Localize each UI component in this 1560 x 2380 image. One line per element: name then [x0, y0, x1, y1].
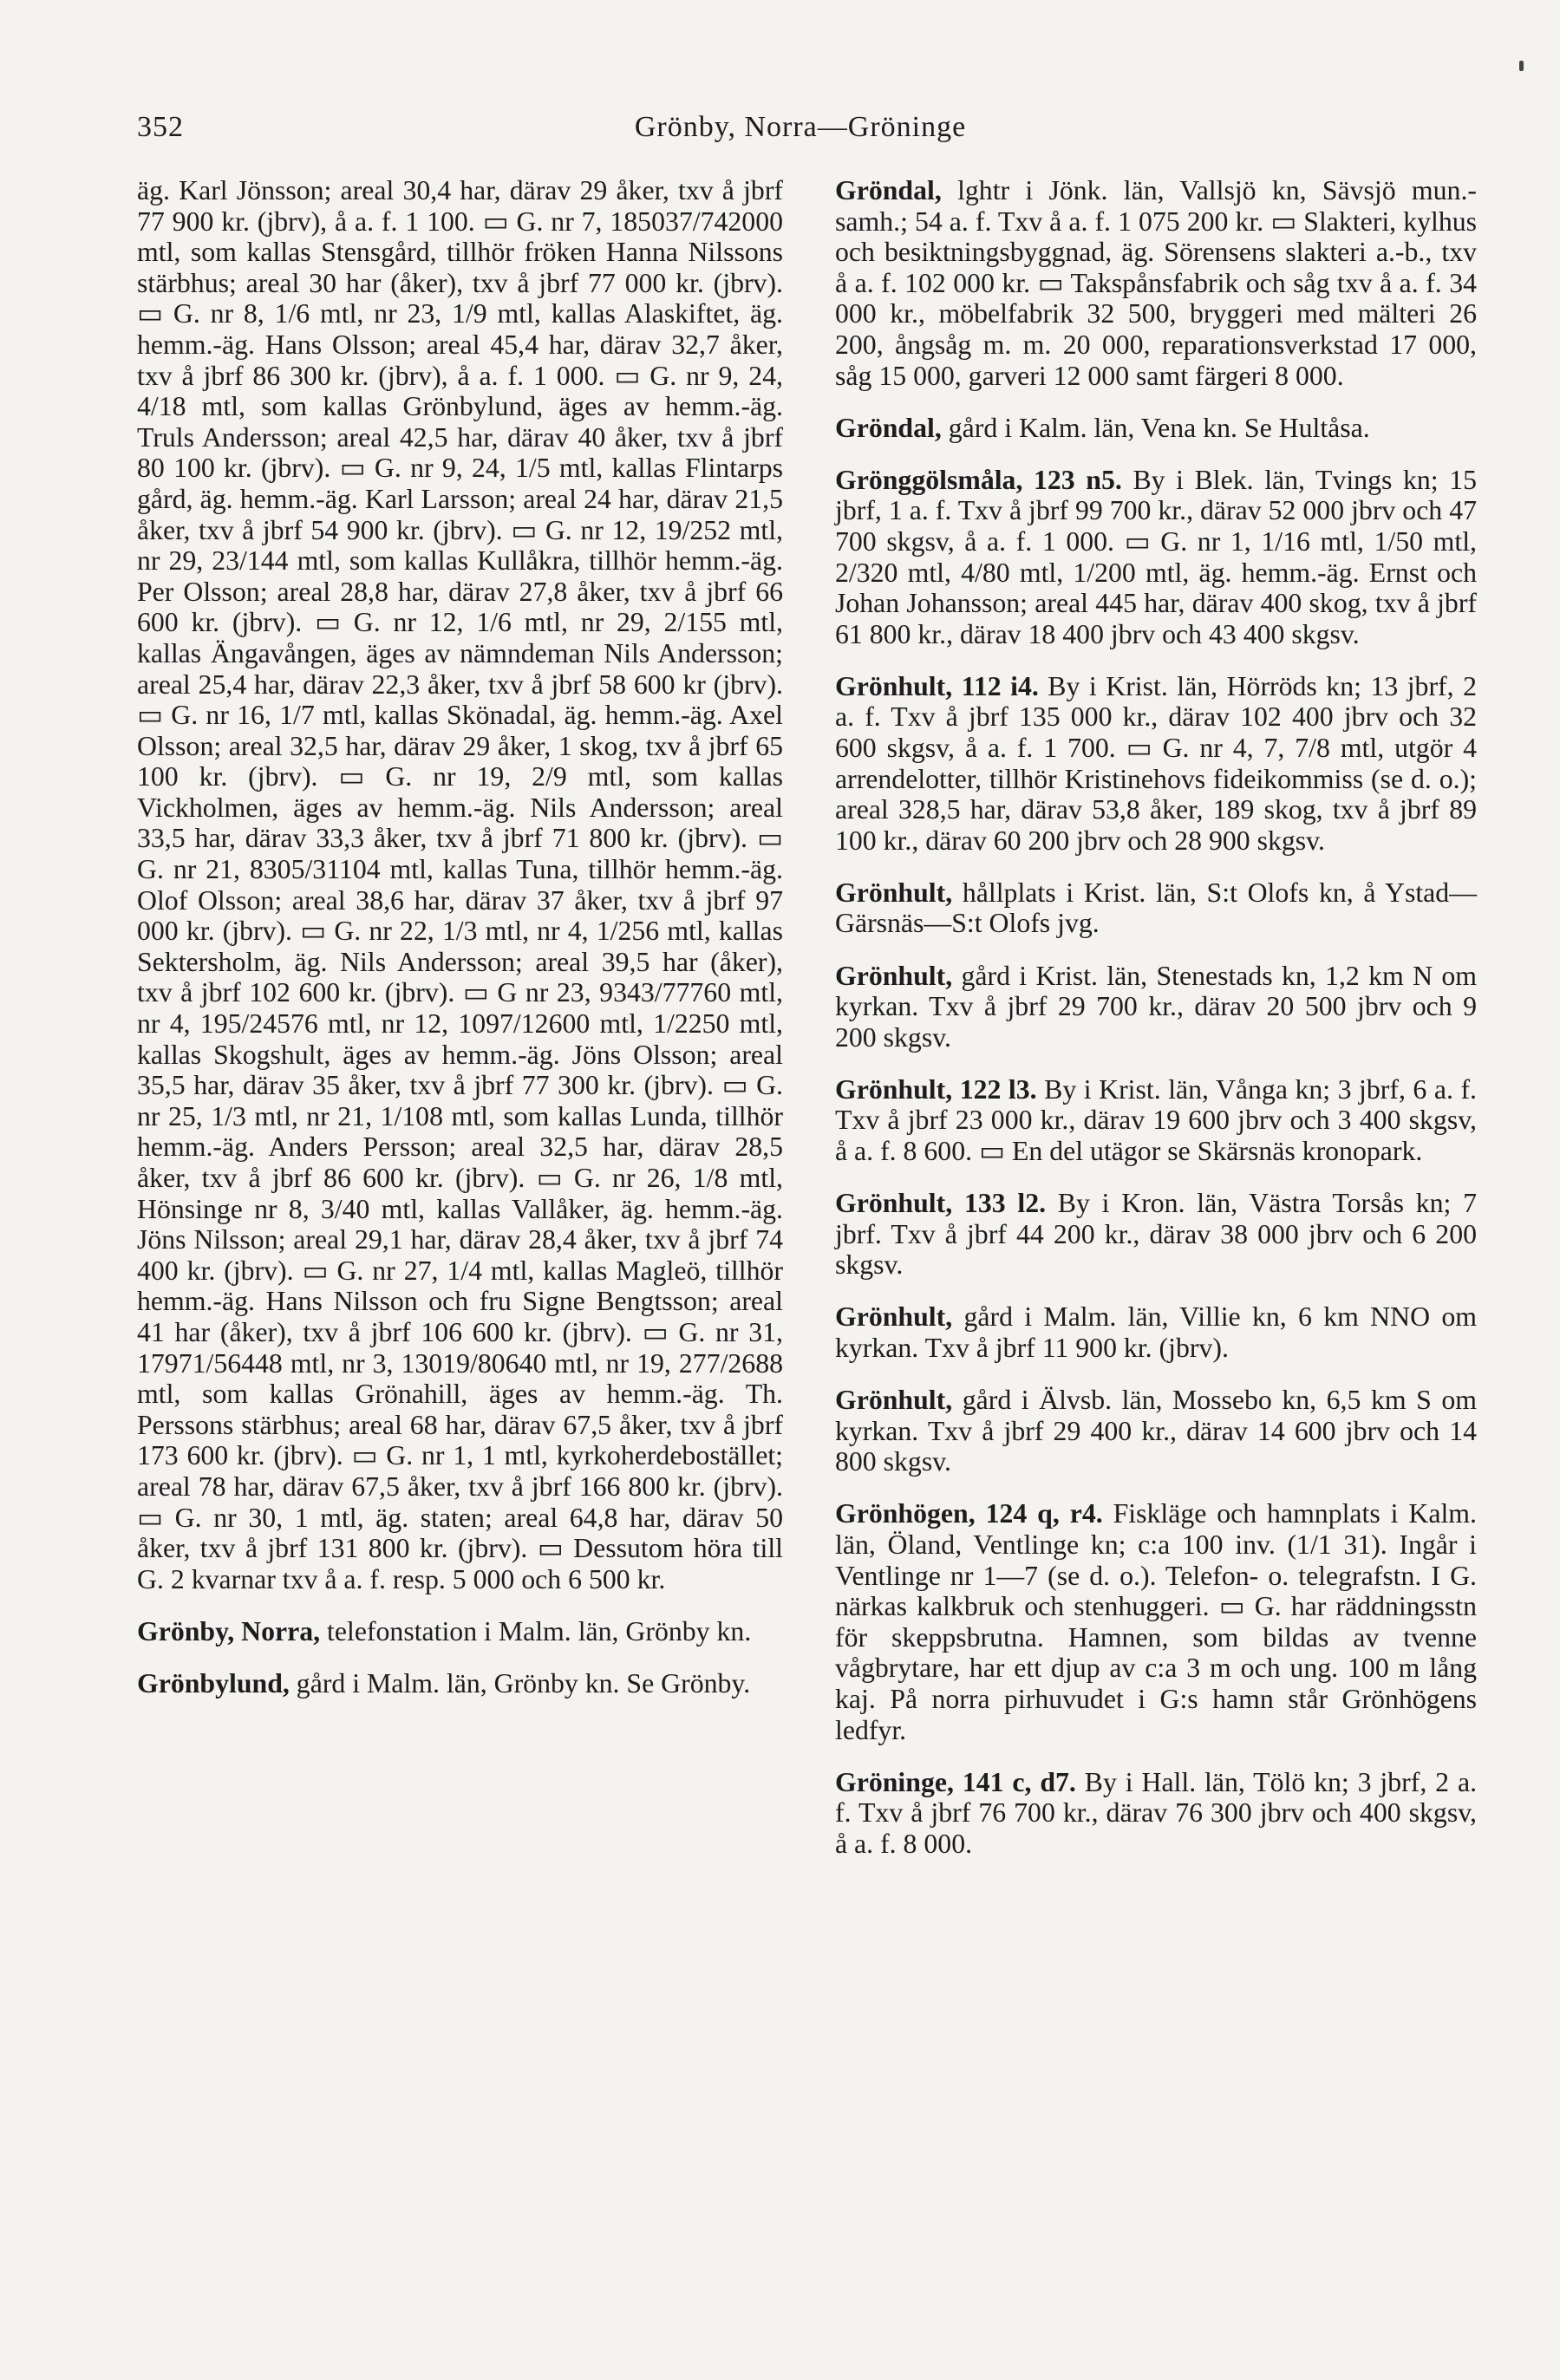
entry-headword: Grönhögen, 124 q, r4.	[835, 1498, 1103, 1529]
dictionary-entry	[835, 961, 1477, 1053]
entry-headword: Gröndal,	[835, 175, 942, 205]
entry-text: By i Krist. län, Vånga kn; 3 jbrf, 6 a. f. Txv å jbrf 23 000 kr., därav 19 600 jbrv och 3 400 skgsv, å a. f. 8 600. ▭ En del utägor se Skärsnäs kronopark.	[835, 1073, 1477, 1167]
dictionary-entry	[835, 1074, 1477, 1167]
dictionary-entry	[835, 1188, 1477, 1281]
entry-headword: Grönby, Norra,	[137, 1615, 321, 1646]
dictionary-entry	[835, 671, 1477, 857]
entry-headword: Grönhult,	[835, 1301, 953, 1333]
entry-text: gård i Krist. län, Stenestads kn, 1,2 km N om kyrkan. Txv å jbrf 29 700 kr., därav 20 500 jbrv och 9 200 skgsv.	[835, 960, 1477, 1053]
entry-headword: Grönhult, 122 l3.	[835, 1073, 1037, 1105]
entry-text: Fiskläge och hamnplats i Kalm. län, Öland, Ventlinge kn; c:a 100 inv. (1/1 31). Ingår i Ventlinge nr 1—7 (se d. o.). Telefon- o. telegrafstn. I G. närkas kalkbruk och stenhuggeri. ▭ G. har räddningsstn för skeppsbrutna. Hamnen, som bildas av tvenne vågbrytare, har ett djup av c:a 3 m och ung. 100 m lång kaj. På norra pirhuvudet i G:s hamn står Grönhögens ledfyr.	[835, 1498, 1477, 1745]
dictionary-entry	[137, 1616, 783, 1647]
dictionary-entry	[137, 1668, 783, 1699]
entry-text: gård i Malm. län, Villie kn, 6 km NNO om kyrkan. Txv å jbrf 11 900 kr. (jbrv).	[835, 1301, 1477, 1363]
entry-headword: Grönhult,	[835, 960, 953, 991]
entry-headword: Grönhult, 112 i4.	[835, 670, 1039, 701]
entry-text: telefonstation i Malm. län, Grönby kn.	[320, 1615, 752, 1646]
entry-headword: Grönbylund,	[137, 1667, 290, 1699]
page-number: 352	[137, 111, 184, 143]
print-speck	[1519, 61, 1524, 71]
entry-text: lghtr i Jönk. län, Vallsjö kn, Sävsjö mun.-samh.; 54 a. f. Txv å a. f. 1 075 200 kr. ▭ Slakteri, kylhus och besiktningsbyggnad, äg. Sörensens slakteri a.-b., txv å a. f. 102 000 kr. ▭ Takspånsfabrik och såg txv å a. f. 34 000 kr., möbelfabrik 32 500, bryggeri med mälteri 26 200, ångsåg m. m. 20 000, reparationsverkstad 17 000, såg 15 000, garveri 12 000 samt färgeri 8 000.	[835, 175, 1477, 391]
entry-headword: Grönhult,	[835, 877, 953, 908]
entry-text: By i Krist. län, Hörröds kn; 13 jbrf, 2 a. f. Txv å jbrf 135 000 kr., därav 102 400 jbrv och 32 600 skgsv, å a. f. 1 700. ▭ G. nr 4, 7, 7/8 mtl, utgör 4 arrendelotter, tillhör Kristinehovs fideikommiss (se d. o.); areal 328,5 har, därav 53,8 åker, 189 skog, txv å jbrf 89 100 kr., därav 60 200 jbrv och 28 900 skgsv.	[835, 670, 1477, 856]
entry-text: hållplats i Krist. län, S:t Olofs kn, å Ystad—Gärsnäs—S:t Olofs jvg.	[835, 877, 1477, 939]
entry-headword: Grönhult, 133 l2.	[835, 1188, 1047, 1219]
entry-text: äg. Karl Jönsson; areal 30,4 har, därav 29 åker, txv å jbrf 77 900 kr. (jbrv), å a. f. 1 100. ▭ G. nr 7, 185037/742000 mtl, som kallas Stensgård, tillhör fröken Hanna Nilssons stärbhus; areal 30 har (åker), txv å jbrf 77 000 kr. (jbrv). ▭ G. nr 8, 1/6 mtl, nr 23, 1/9 mtl, kallas Alaskiftet, äg. hemm.-äg. Hans Olsson; areal 45,4 har, därav 32,7 åker, txv å jbrf 86 300 kr. (jbrv), å a. f. 1 000. ▭ G. nr 9, 24, 4/18 mtl, som kallas Grönbylund, äges av hemm.-äg. Truls Andersson; areal 42,5 har, därav 40 åker, txv å jbrf 80 100 kr. (jbrv). ▭ G. nr 9, 24, 1/5 mtl, kallas Flintarps gård, äg. hemm.-äg. Karl Larsson; areal 24 har, därav 21,5 åker, txv å jbrf 54 900 kr. (jbrv). ▭ G. nr 12, 19/252 mtl, nr 29, 23/144 mtl, som kallas Kullåkra, tillhör hemm.-äg. Per Olsson; areal 28,8 har, därav 27,8 åker, txv å jbrf 66 600 kr. (jbrv). ▭ G. nr 12, 1/6 mtl, nr 29, 2/155 mtl, kallas Ängavången, äges av nämndeman Nils Andersson; areal 25,4 har, därav 22,3 åker, txv å jbrf 58 600 kr (jbrv). ▭ G. nr 16, 1/7 mtl, kallas Skönadal, äg. hemm.-äg. Axel Olsson; areal 32,5 har, därav 29 åker, 1 skog, txv å jbrf 65 100 kr. (jbrv). ▭ G. nr 19, 2/9 mtl, som kallas Vickholmen, äges av hemm.-äg. Nils Andersson; areal 33,5 har, därav 33,3 åker, txv å jbrf 71 800 kr. (jbrv). ▭ G. nr 21, 8305/31104 mtl, kallas Tuna, tillhör hemm.-äg. Olof Olsson; areal 38,6 har, därav 37 åker, txv å jbrf 97 000 kr. (jbrv). ▭ G. nr 22, 1/3 mtl, nr 4, 1/256 mtl, kallas Sektersholm, äg. Nils Andersson; areal 39,5 har (åker), txv å jbrf 102 600 kr. (jbrv). ▭ G nr 23, 9343/77760 mtl, nr 4, 195/24576 mtl, nr 12, 1097/12600 mtl, 1/2250 mtl, kallas Skogshult, äges av hemm.-äg. Jöns Olsson; areal 35,5 har, därav 35 åker, txv å jbrf 77 300 kr. (jbrv). ▭ G. nr 25, 1/3 mtl, nr 21, 1/108 mtl, som kallas Lunda, tillhör hemm.-äg. Anders Persson; areal 32,5 har, därav 28,5 åker, txv å jbrf 86 600 kr. (jbrv). ▭ G. nr 26, 1/8 mtl, Hönsinge nr 8, 3/40 mtl, kallas Vallåker, äg. hemm.-äg. Jöns Nilsson; areal 29,1 har, därav 28,4 åker, txv å jbrf 74 400 kr. (jbrv). ▭ G. nr 27, 1/4 mtl, kallas Magleö, tillhör hemm.-äg. Hans Nilsson och fru Signe Bengtsson; areal 41 har (åker), txv å jbrf 106 600 kr. (jbrv). ▭ G. nr 31, 17971/56448 mtl, nr 3, 13019/80640 mtl, nr 19, 277/2688 mtl, som kallas Grönahill, äges av hemm.-äg. Th. Perssons stärbhus; areal 68 har, därav 67,5 åker, txv å jbrf 173 600 kr. (jbrv). ▭ G. nr 1, 1 mtl, kyrkoherdebostället; areal 78 har, därav 67,5 åker, txv å jbrf 166 800 kr. (jbrv). ▭ G. nr 30, 1 mtl, äg. staten; areal 64,8 har, därav 50 åker, txv å jbrf 131 800 kr. (jbrv). ▭ Dessutom höra till G. 2 kvarnar txv å a. f. resp. 5 000 och 6 500 kr.	[137, 175, 783, 1594]
dictionary-entry	[835, 1301, 1477, 1363]
entry-text: By i Kron. län, Västra Torsås kn; 7 jbrf. Txv å jbrf 44 200 kr., därav 38 000 jbrv och 6 200 skgsv.	[835, 1188, 1477, 1281]
dictionary-entry	[835, 175, 1477, 391]
entry-headword: Gröndal,	[835, 412, 942, 443]
left-column	[137, 175, 783, 1720]
entry-text: By i Hall. län, Tölö kn; 3 jbrf, 2 a. f. Txv å jbrf 76 700 kr., därav 76 300 jbrv och 400 skgsv, å a. f. 8 000.	[835, 1766, 1478, 1859]
dictionary-entry	[835, 465, 1477, 650]
dictionary-entry	[137, 175, 783, 1594]
entry-text: gård i Malm. län, Grönby kn. Se Grönby.	[289, 1667, 751, 1699]
entry-headword: Grönggölsmåla, 123 n5.	[835, 464, 1122, 495]
entry-text: gård i Älvsb. län, Mossebo kn, 6,5 km S om kyrkan. Txv å jbrf 29 400 kr., därav 14 600 jbrv och 14 800 skgsv.	[835, 1385, 1477, 1477]
dictionary-entry	[835, 877, 1477, 939]
dictionary-entry	[835, 413, 1477, 444]
dictionary-entry	[835, 1767, 1477, 1860]
entry-text: By i Blek. län, Tvings kn; 15 jbrf, 1 a. f. Txv å jbrf 99 700 kr., därav 52 000 jbrv och 47 700 skgsv, å a. f. 1 000. ▭ G. nr 1, 1/16 mtl, 1/50 mtl, 2/320 mtl, 4/80 mtl, 1/200 mtl, äg. hemm.-äg. Ernst och Johan Johansson; areal 445 har, därav 400 skog, txv å jbrf 61 800 kr., därav 18 400 jbrv och 43 400 skgsv.	[835, 464, 1477, 649]
right-column	[835, 175, 1477, 1881]
dictionary-entry	[835, 1498, 1477, 1745]
entry-headword: Gröninge, 141 c, d7.	[835, 1766, 1076, 1797]
page-header	[137, 111, 1464, 163]
entry-text: gård i Kalm. län, Vena kn. Se Hultåsa.	[941, 412, 1370, 443]
running-head: Grönby, Norra—Gröninge	[634, 111, 967, 143]
dictionary-entry	[835, 1385, 1477, 1477]
entry-headword: Grönhult,	[835, 1385, 953, 1416]
